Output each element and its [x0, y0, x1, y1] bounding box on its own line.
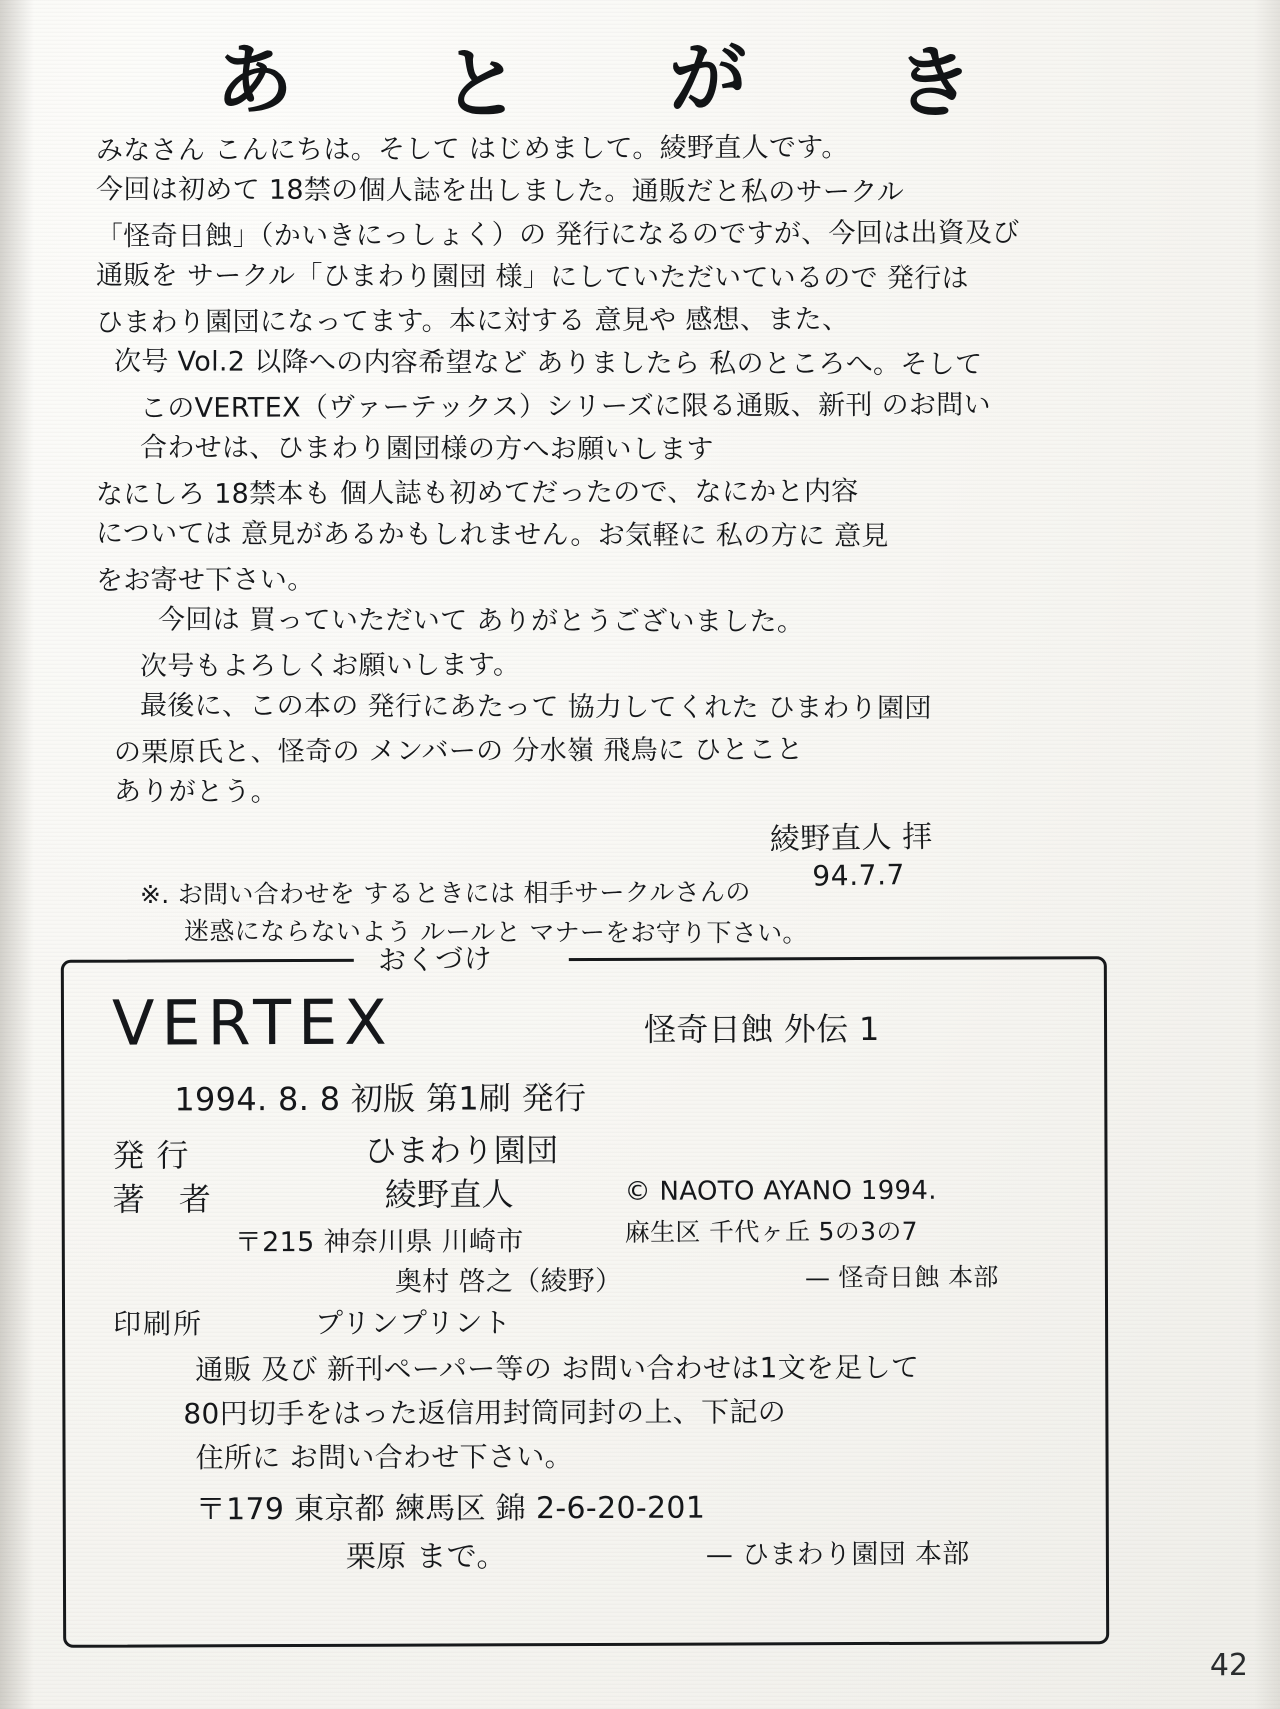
address-line: 〒215 神奈川県 川崎市	[234, 1226, 524, 1259]
address-line: 栗原 まで。	[345, 1539, 507, 1575]
afterword-line: 「怪奇日蝕」（かいきにっしょく）の 発行になるのですが、今回は出資及び	[95, 217, 1020, 253]
afterword-body	[95, 132, 1176, 823]
afterword-line: 最後に、この本の 発行にあたって 協力してくれた ひまわり園団	[139, 690, 932, 725]
title-char-3: が	[667, 33, 749, 125]
colophon-title: VERTEX	[111, 985, 394, 1060]
copyright-notice: © NAOTO AYANO 1994.	[624, 1175, 937, 1207]
afterword-line: 通販を サークル「ひまわり園団 様」にしていただいているので 発行は	[95, 260, 969, 295]
footnote-line: 迷惑にならないよう ルールと マナーをお守り下さい。	[183, 916, 808, 948]
author-label: 著 者	[112, 1180, 223, 1219]
address-line: — ひまわり園団 本部	[705, 1538, 970, 1571]
title-char-4: き	[893, 37, 977, 131]
footnote-text: お問い合わせを するときには 相手サークルさんの	[177, 877, 751, 909]
mailorder-line: 80円切手をはった返信用封筒同封の上、下記の	[183, 1395, 787, 1431]
title-char-1: あ	[213, 34, 297, 128]
mailorder-line: 通販 及び 新刊ペーパー等の お問い合わせは1文を足して	[195, 1350, 920, 1387]
colophon-box	[61, 956, 1109, 1648]
author-value: 綾野直人	[384, 1175, 514, 1214]
afterword-line: このVERTEX（ヴァーテックス）シリーズに限る通販、新刊 のお問い	[139, 389, 991, 425]
afterword-line: 今回は 買っていただいて ありがとうございました。	[157, 604, 805, 638]
publication-date: 1994. 8. 8 初版 第1刷 発行	[174, 1078, 587, 1119]
afterword-line: については 意見があるかもしれません。お気軽に 私の方に 意見	[95, 518, 889, 552]
colophon-label: おくづけ	[377, 942, 493, 977]
title-char-2: と	[440, 39, 523, 131]
publisher-value: ひまわり園団	[364, 1131, 559, 1170]
address-line: — 怪奇日蝕 本部	[804, 1262, 999, 1293]
afterword-line: をお寄せ下さい。	[95, 564, 315, 597]
afterword-line: 合わせは、ひまわり園団様の方へお願いします	[139, 432, 714, 466]
afterword-line: 今回は初めて 18禁の個人誌を出しました。通販だと私のサークル	[95, 174, 905, 208]
mailorder-line: 住所に お問い合わせ下さい。	[195, 1440, 573, 1475]
afterword-line: 次号 Vol.2 以降への内容希望など ありましたら 私のところへ。そして	[113, 346, 983, 381]
afterword-line: なにしろ 18禁本も 個人誌も初めてだったので、なにかと内容	[95, 476, 859, 511]
printer-value: プリンプリント	[315, 1306, 512, 1340]
afterword-line: ありがとう。	[113, 776, 279, 808]
afterword-line: ひまわり園団になってます。本に対する 意見や 感想、また、	[95, 304, 850, 339]
address-line: 〒179 東京都 練馬区 錦 2-6-20-201	[195, 1490, 706, 1528]
afterword-line: 次号もよろしくお願いします。	[139, 649, 521, 683]
footnote-marker: ※.	[139, 879, 170, 910]
signature-name: 綾野直人 拝	[769, 819, 934, 858]
page-title	[213, 33, 977, 131]
printer-label: 印刷所	[113, 1307, 204, 1341]
address-line: 奥村 啓之（綾野）	[394, 1265, 623, 1298]
footnote-line	[140, 878, 1100, 922]
afterword-line: の栗原氏と、怪奇の メンバーの 分水嶺 飛鳥に ひとこと	[113, 734, 804, 769]
colophon-subtitle: 怪奇日蝕 外伝 1	[643, 1009, 880, 1049]
afterword-line: みなさん こんにちは。そして はじめまして。綾野直人です。	[95, 132, 849, 167]
address-line: 麻生区 千代ヶ丘 5の3の7	[624, 1216, 918, 1247]
publisher-label: 発行	[112, 1136, 201, 1175]
footnote	[139, 877, 1100, 960]
page-number: 42	[1209, 1648, 1248, 1683]
signature-date: 94.7.7	[812, 857, 906, 893]
